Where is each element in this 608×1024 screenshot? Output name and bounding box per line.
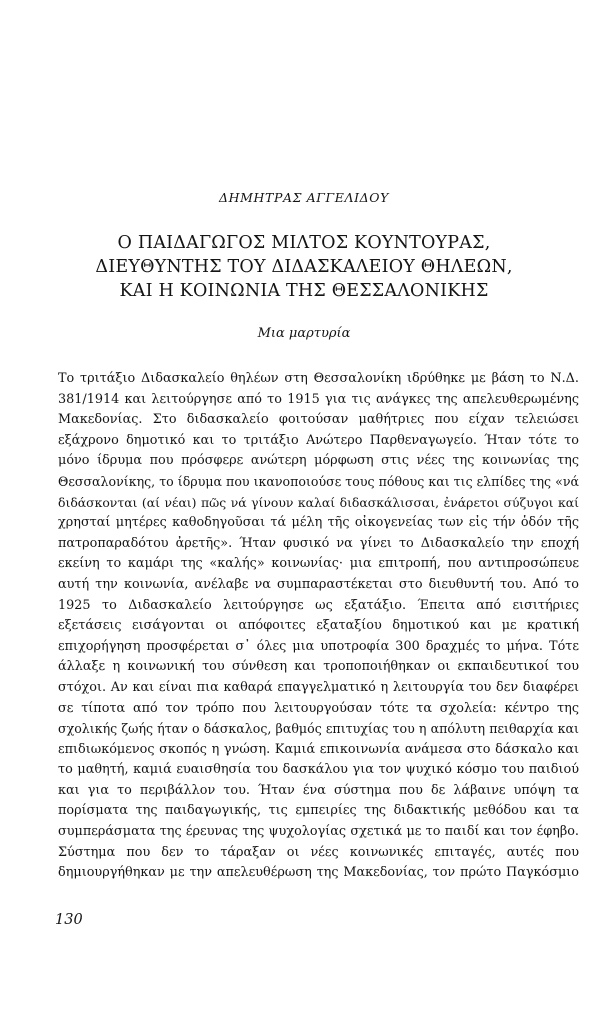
body-line: διδάσκονται (αί νέαι) πῶς νά γίνουν καλαί διδασκάλισσαι, ἐνάρετοι σύζυγοι καί bbox=[58, 494, 579, 510]
body-line: μόνο ίδρυμα που πρόσφερε ανώτερη μόρφωση στις νέες της κοινωνίας της bbox=[58, 453, 579, 469]
body-line: συμπεράσματα της έρευνας της ψυχολογίας σχετικά με το παιδί και τον έφηβο. bbox=[58, 824, 579, 840]
body-line: εξάχρονο δημοτικό και το τριτάξιο Ανώτερο Παρθεναγωγείο. Ήταν τότε το bbox=[58, 432, 579, 448]
article-title bbox=[0, 231, 608, 303]
body-line: χρησταί μητέρες καθοδηγοῦσαι τά μέλη τῆς οἰκογενείας των εἰς τήν ὁδόν τῆς bbox=[58, 515, 579, 531]
body-line: Το τριτάξιο Διδασκαλείο θηλέων στη Θεσσαλονίκη ιδρύθηκε με βάση το Ν.Δ. bbox=[58, 371, 579, 386]
body-line: επιδιωκόμενος σκοπός η γνώση. Καμιά επικοινωνία ανάμεσα στο δάσκαλο και bbox=[58, 741, 579, 757]
body-line: πατροπαραδότου ἀρετῆς». Ήταν φυσικό να γίνει το Διδασκαλείο την εποχή bbox=[58, 535, 579, 551]
title-line: ΚΑΙ Η ΚΟΙΝΩΝΙΑ ΤΗΣ ΘΕΣΣΑΛΟΝΙΚΗΣ bbox=[119, 281, 489, 301]
body-line: και για το περιβάλλον του. Ήταν ένα σύστημα που δε λάβαινε υπόψη τα bbox=[58, 782, 579, 798]
body-line: το μαθητή, καμιά ευαισθησία του δασκάλου για τον ψυχικό κόσμο του παιδιού bbox=[58, 762, 579, 778]
page-number: 130 bbox=[55, 912, 83, 928]
body-line: Σύστημα που δεν το τάραξαν οι νέες κοινωνικές επιταγές, αυτές που bbox=[58, 844, 579, 860]
body-line: εξετάσεις εισάγονται οι απόφοιτες εξαταξίου δημοτικού και με κρατική bbox=[58, 618, 579, 634]
body-line: δημιουργήθηκαν με την απελευθέρωση της Μακεδονίας, τον πρώτο Παγκόσμιο bbox=[58, 865, 579, 881]
body-text bbox=[58, 369, 579, 884]
body-line: σχολικής ζωής ήταν ο δάσκαλος, βαθμός επιτυχίας του η απόλυτη πειθαρχία και bbox=[58, 721, 579, 737]
body-line: 1925 το Διδασκαλείο λειτούργησε ως εξατάξιο. Έπειτα από εισιτήριες bbox=[58, 597, 579, 613]
body-line: στόχοι. Αν και είναι πια καθαρά επαγγελματικό η λειτουργία του δεν διαφέρει bbox=[58, 679, 579, 695]
body-line: σε τίποτα από τον τρόπο που λειτουργούσαν τότε τα σχολεία: κέντρο της bbox=[58, 700, 579, 716]
body-line: Θεσσαλονίκης, το ίδρυμα που ικανοποιούσε τους πόθους και τις ελπίδες της «νά bbox=[58, 473, 579, 489]
body-line: εκείνη το καμάρι της «καλής» κοινωνίας· μια επιτροπή, που αντιπροσώπευε bbox=[58, 556, 579, 572]
body-line: επιχορήγηση προσφέρεται σ᾽ όλες μια υποτροφία 300 δραχμές το μήνα. Τότε bbox=[58, 638, 579, 654]
body-line: αυτή την κοινωνία, ανέλαβε να συμπαραστέκεται στο διευθυντή του. Από το bbox=[58, 576, 579, 592]
title-line: ΔΙΕΥΘΥΝΤΗΣ ΤΟΥ ΔΙΔΑΣΚΑΛΕΙΟΥ ΘΗΛΕΩΝ, bbox=[95, 257, 513, 277]
body-line: Μακεδονίας. Στο διδασκαλείο φοιτούσαν μαθήτριες που είχαν τελειώσει bbox=[58, 412, 579, 428]
article-subtitle: Μια μαρτυρία bbox=[257, 326, 351, 341]
body-line: άλλαξε η κοινωνική του σύνθεση και τροποποιήθηκαν οι εκπαιδευτικοί του bbox=[58, 659, 579, 675]
body-line: πορίσματα της παιδαγωγικής, τις εμπειρίες της διδακτικής μεθόδου και τα bbox=[58, 803, 579, 819]
body-line: 381/1914 και λειτούργησε από το 1915 για τις ανάγκες της απελευθερωμένης bbox=[58, 391, 579, 407]
title-line: Ο ΠΑΙΔΑΓΩΓΟΣ ΜΙΛΤΟΣ ΚΟΥΝΤΟΥΡΑΣ, bbox=[117, 233, 491, 253]
author-name: ΔΗΜΗΤΡΑΣ ΑΓΓΕΛΙΔΟΥ bbox=[218, 190, 389, 205]
